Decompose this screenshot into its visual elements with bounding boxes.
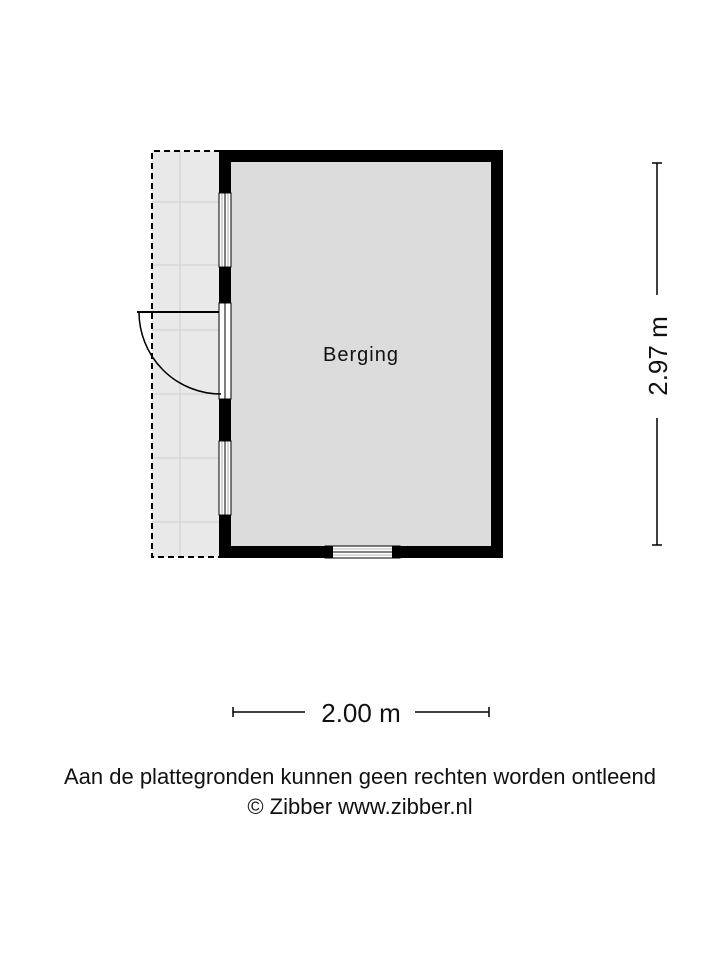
left-wall-window-top [219,193,231,267]
bottom-wall-window [325,546,400,558]
room-label-berging: Berging [323,344,399,366]
width-dimension-label: 2.00 m [321,698,401,728]
terrace [152,151,220,557]
copyright-text: © Zibber www.zibber.nl [247,794,473,819]
left-wall-window-bottom [219,441,231,515]
height-dimension-label: 2.97 m [643,316,673,396]
disclaimer-text: Aan de plattegronden kunnen geen rechten worden ontleend [63,764,657,789]
